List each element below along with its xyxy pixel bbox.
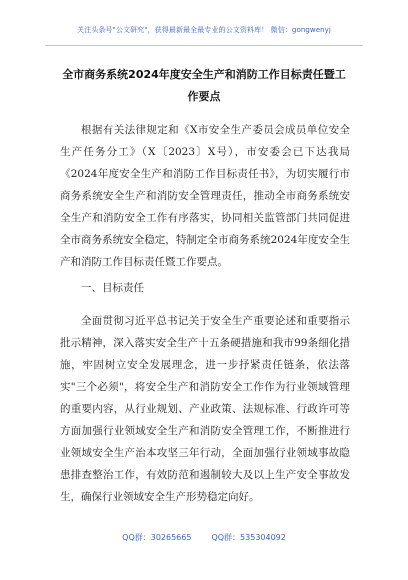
document-title-line-2: 作要点 xyxy=(187,90,221,103)
document-title xyxy=(52,64,356,108)
footer-contacts xyxy=(0,532,408,543)
footer-qq-group-1: QQ群：30265665 xyxy=(122,533,192,542)
footer-qq-group-2: QQ群：535304092 xyxy=(211,533,286,542)
header-divider xyxy=(45,45,363,46)
section-1-paragraph: 全面贯彻习近平总书记关于安全生产重要论述和重要指示批示精神，深入落实安全生产十五条硬措施和我市99条细化措施，牢固树立安全发展理念，进一步抒紧责任链条，依法落实"三个必须"，将安全生产和消防安全工作作为行业领域管理的重要内容，从行业规划、产业政策、法规标准、行政许可等方面加强行业领域安全生产和消防安全管理工作，不断推进行业领域安全生产治本攻坚三年行动，全面加强行业领域事故隐患排查整治工作，有效防范和遏制较大及以上生产安全事故发生，确保行业领域安全生产形势稳定向好。 xyxy=(60,315,350,503)
section-heading-targets: 一、目标责任 xyxy=(81,282,144,294)
intro-paragraph: 根据有关法律规定和《X市安全生产委员会成员单位安全生产任务分工》（X〔2023〕X号），市安委会已下达我局《2024年度安全生产和消防工作目标责任书》，为切实履行市商务系统安全生产和消防安全管理责任，推动全市商务系统安全生产和消防安全工作有序落实，协同相关监管部门共同促进全市商务系统安全稳定，特制定全市商务系统2024年度安全生产和消防工作目标责任暨工作要点。 xyxy=(60,124,350,268)
document-title-line-1: 全市商务系统2024年度安全生产和消防工作目标责任暨工 xyxy=(62,68,346,81)
header-banner: 关注头条号"公文研究"，获得最新最全最专业的公文资料库！ 微信：gongwenyj xyxy=(77,26,331,34)
